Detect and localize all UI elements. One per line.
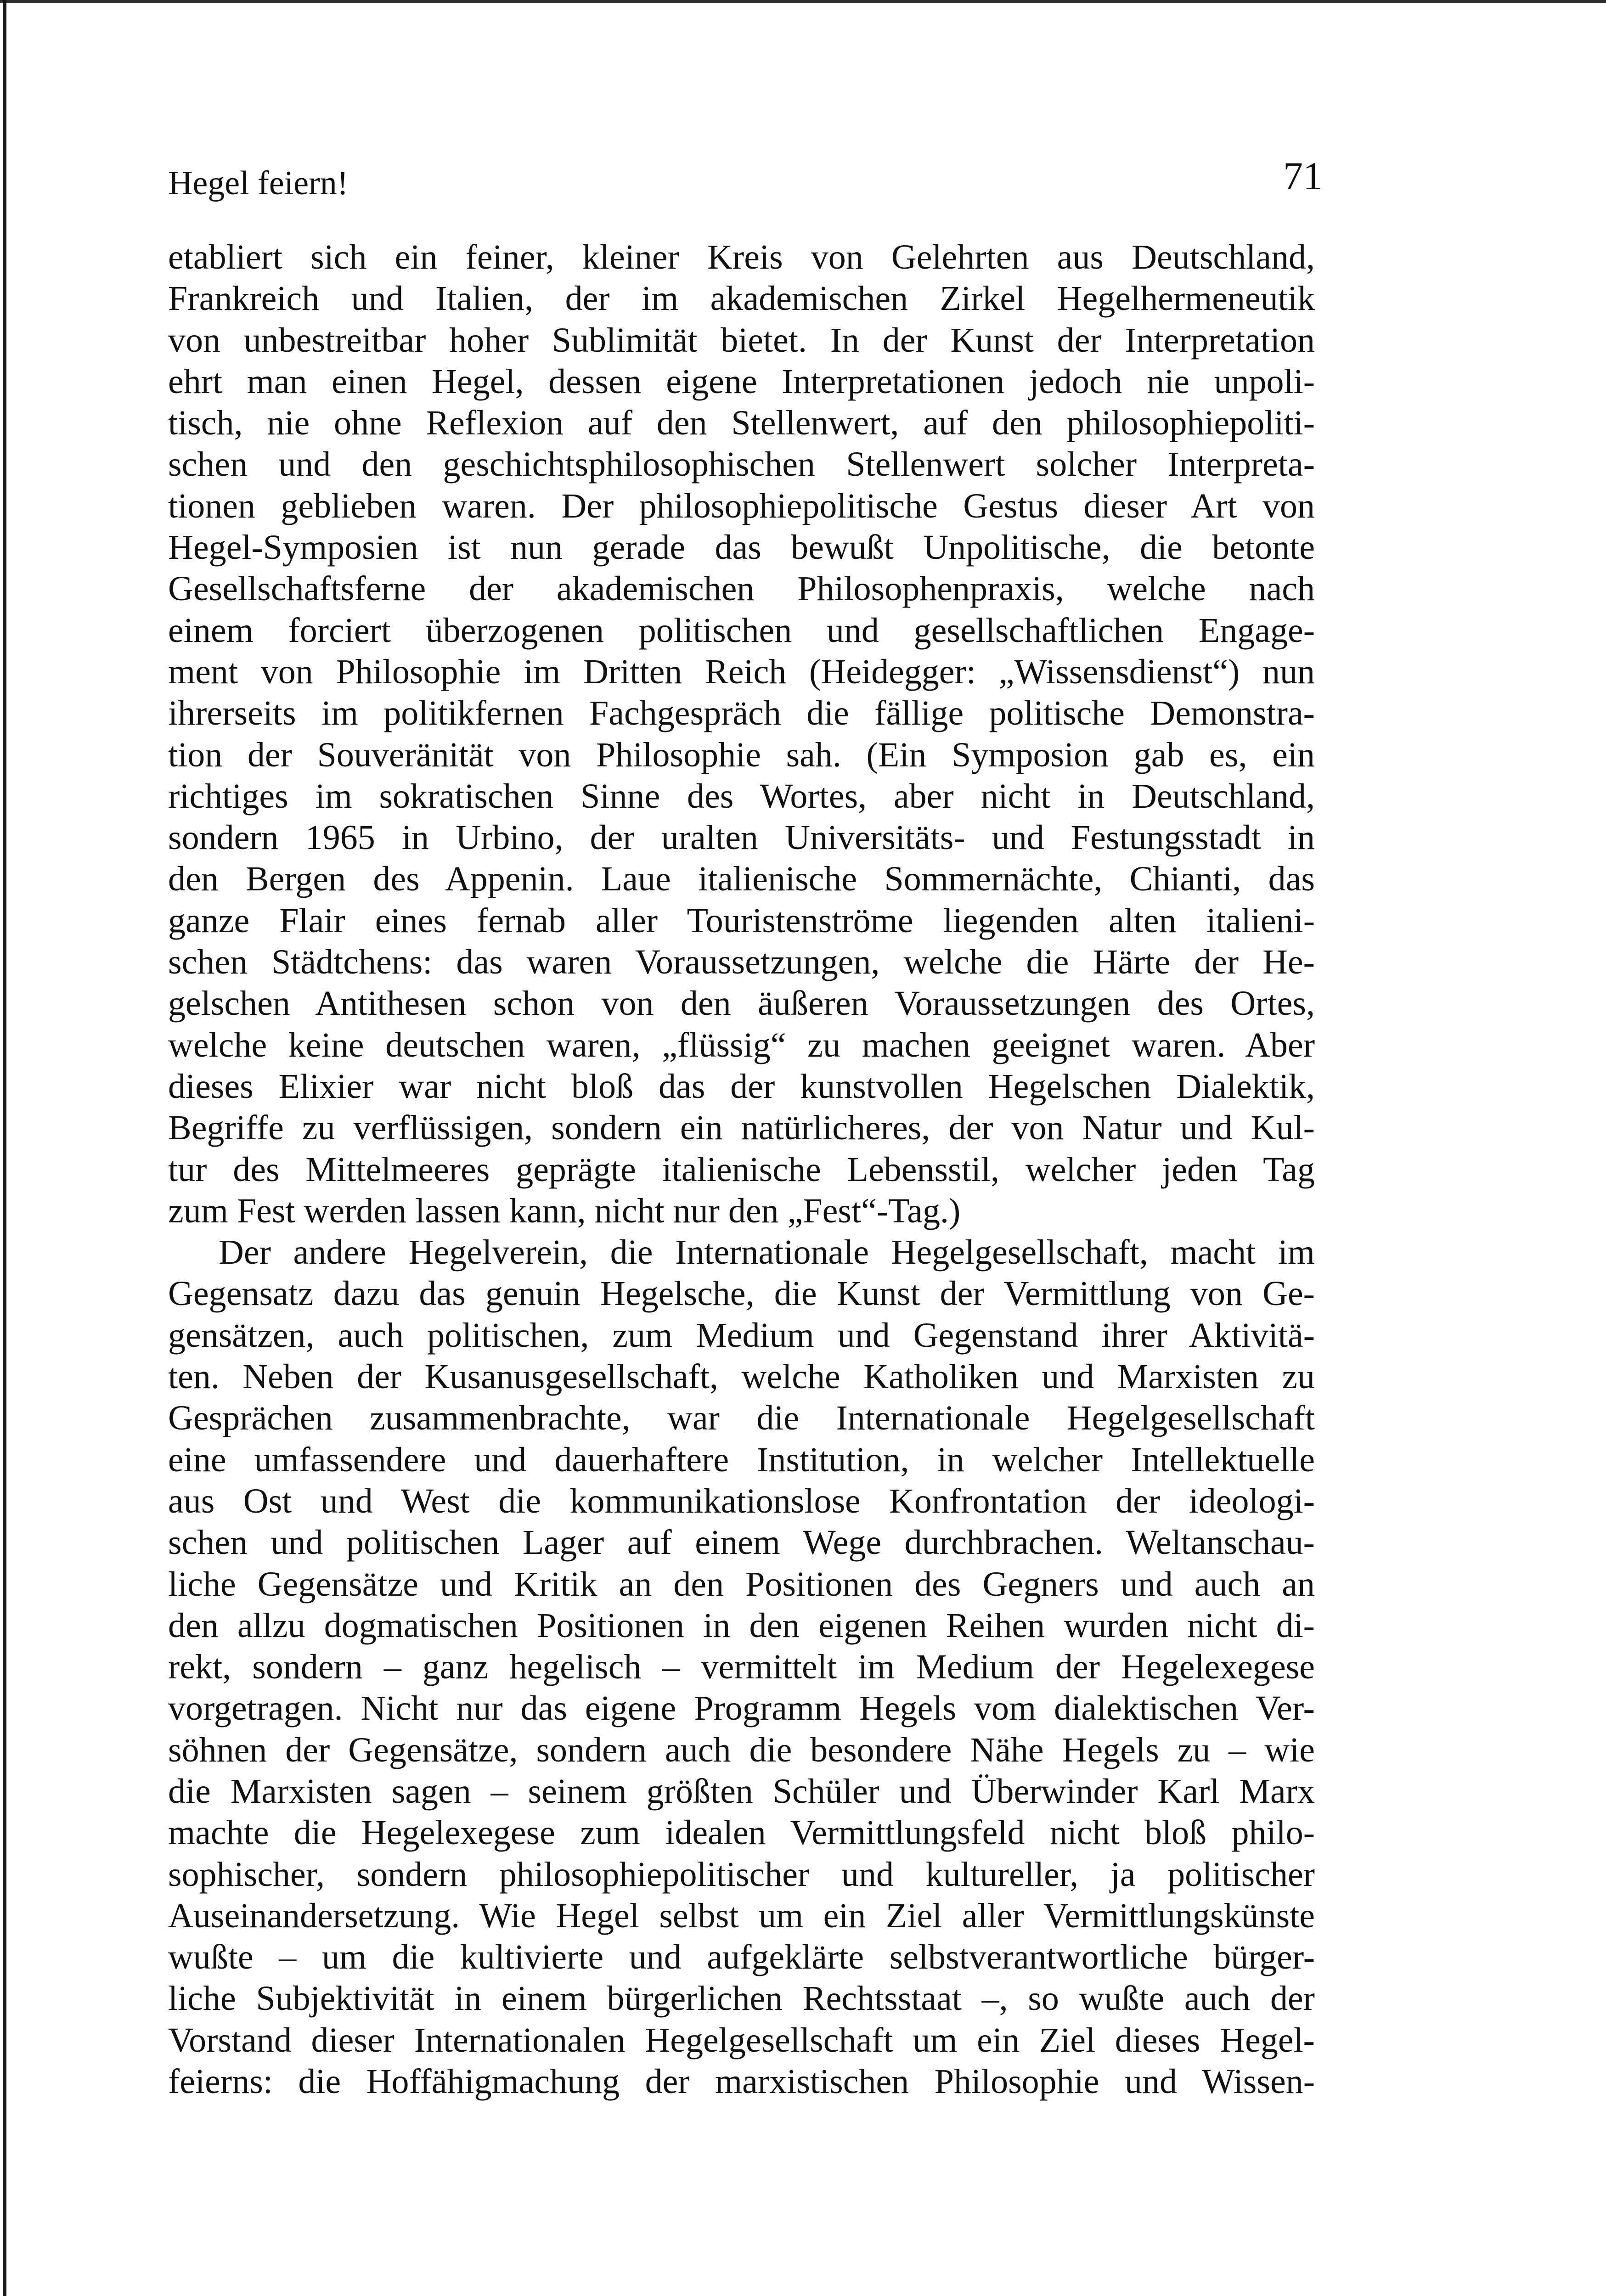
scan-left-edge xyxy=(3,0,6,2296)
text-line: eine umfassendere und dauerhaftere Institution, in welcher Intellektuelle xyxy=(168,1440,1315,1479)
text-line: dieses Elixier war nicht bloß das der kunstvollen Hegelschen Dialektik, xyxy=(168,1067,1315,1106)
text-line: Gesellschaftsferne der akademischen Philosophenpraxis, welche nach xyxy=(168,569,1315,608)
text-line: einem forciert überzogenen politischen und gesellschaftlichen Engage- xyxy=(168,611,1315,650)
text-line: ment von Philosophie im Dritten Reich (Heidegger: „Wissensdienst“) nun xyxy=(168,652,1315,691)
text-line: feierns: die Hoffähigmachung der marxistischen Philosophie und Wissen- xyxy=(168,2062,1315,2101)
text-line: Vorstand dieser Internationalen Hegelgesellschaft um ein Ziel dieses Hegel- xyxy=(168,2020,1315,2060)
text-line: ganze Flair eines fernab aller Touristenströme liegenden alten italieni- xyxy=(168,901,1315,940)
text-line: gelschen Antithesen schon von den äußeren Voraussetzungen des Ortes, xyxy=(168,984,1315,1023)
text-line: welche keine deutschen waren, „flüssig“ zu machen geeignet waren. Aber xyxy=(168,1025,1315,1064)
running-title: Hegel feiern! xyxy=(168,164,349,202)
text-line: Frankreich und Italien, der im akademischen Zirkel Hegelhermeneutik xyxy=(168,279,1315,318)
body-text xyxy=(168,236,1315,2102)
paragraph xyxy=(168,1232,1315,2102)
text-line: zum Fest werden lassen kann, nicht nur den „Fest“-Tag.) xyxy=(168,1191,961,1230)
text-line: den allzu dogmatischen Positionen in den eigenen Reihen wurden nicht di- xyxy=(168,1606,1315,1645)
text-line: etabliert sich ein feiner, kleiner Kreis von Gelehrten aus Deutschland, xyxy=(168,238,1315,276)
text-line: sondern 1965 in Urbino, der uralten Universitäts- und Festungsstadt in xyxy=(168,818,1315,857)
text-line: tur des Mittelmeeres geprägte italienische Lebensstil, welcher jeden Tag xyxy=(168,1150,1315,1189)
text-line: tion der Souveränität von Philosophie sah. (Ein Symposion gab es, ein xyxy=(168,735,1315,774)
text-line: aus Ost und West die kommunikationslose Konfrontation der ideologi- xyxy=(168,1481,1315,1520)
text-line: rekt, sondern – ganz hegelisch – vermittelt im Medium der Hegelexegese xyxy=(168,1648,1315,1687)
text-line: ihrerseits im politikfernen Fachgespräch die fällige politische Demonstra- xyxy=(168,694,1315,733)
text-line: den Bergen des Appenin. Laue italienische Sommernächte, Chianti, das xyxy=(168,860,1315,899)
scan-top-edge xyxy=(0,0,1606,3)
text-line: schen und den geschichtsphilosophischen Stellenwert solcher Interpreta- xyxy=(168,445,1315,484)
text-line: schen und politischen Lager auf einem Wege durchbrachen. Weltanschau- xyxy=(168,1523,1315,1562)
text-line: von unbestreitbar hoher Sublimität bietet. In der Kunst der Interpretation xyxy=(168,321,1315,360)
text-line: liche Subjektivität in einem bürgerlichen Rechtsstaat –, so wußte auch der xyxy=(168,1979,1315,2018)
text-line: schen Städtchens: das waren Voraussetzungen, welche die Härte der He- xyxy=(168,943,1315,982)
text-line: Gegensatz dazu das genuin Hegelsche, die Kunst der Vermittlung von Ge- xyxy=(168,1274,1315,1313)
text-line: richtiges im sokratischen Sinne des Wortes, aber nicht in Deutschland, xyxy=(168,777,1315,816)
text-line: liche Gegensätze und Kritik an den Positionen des Gegners und auch an xyxy=(168,1564,1315,1604)
text-line: Gesprächen zusammenbrachte, war die Internationale Hegelgesellschaft xyxy=(168,1399,1315,1438)
text-line: wußte – um die kultivierte und aufgeklärte selbstverantwortliche bürger- xyxy=(168,1938,1315,1977)
text-line: Auseinandersetzung. Wie Hegel selbst um ein Ziel aller Vermittlungskünste xyxy=(168,1896,1315,1935)
text-line: ten. Neben der Kusanusgesellschaft, welche Katholiken und Marxisten zu xyxy=(168,1357,1315,1396)
text-line: gensätzen, auch politischen, zum Medium und Gegenstand ihrer Aktivitä- xyxy=(168,1316,1315,1355)
text-line: tionen geblieben waren. Der philosophiepolitische Gestus dieser Art von xyxy=(168,486,1315,525)
text-line: Begriffe zu verflüssigen, sondern ein natürlicheres, der von Natur und Kul- xyxy=(168,1109,1315,1148)
text-line: die Marxisten sagen – seinem größten Schüler und Überwinder Karl Marx xyxy=(168,1772,1315,1811)
paragraph xyxy=(168,236,1315,1232)
text-line: machte die Hegelexegese zum idealen Vermittlungsfeld nicht bloß philo- xyxy=(168,1813,1315,1852)
text-line: Der andere Hegelverein, die Internationale Hegelgesellschaft, macht im xyxy=(219,1233,1315,1272)
text-line: söhnen der Gegensätze, sondern auch die besondere Nähe Hegels zu – wie xyxy=(168,1730,1315,1769)
text-line: ehrt man einen Hegel, dessen eigene Interpretationen jedoch nie unpoli- xyxy=(168,362,1315,401)
text-line: vorgetragen. Nicht nur das eigene Programm Hegels vom dialektischen Ver- xyxy=(168,1689,1315,1728)
text-line: tisch, nie ohne Reflexion auf den Stellenwert, auf den philosophiepoliti- xyxy=(168,404,1315,443)
text-line: sophischer, sondern philosophiepolitischer und kultureller, ja politischer xyxy=(168,1855,1315,1894)
text-line: Hegel-Symposien ist nun gerade das bewußt Unpolitische, die betonte xyxy=(168,528,1315,567)
page-number: 71 xyxy=(1283,154,1323,198)
